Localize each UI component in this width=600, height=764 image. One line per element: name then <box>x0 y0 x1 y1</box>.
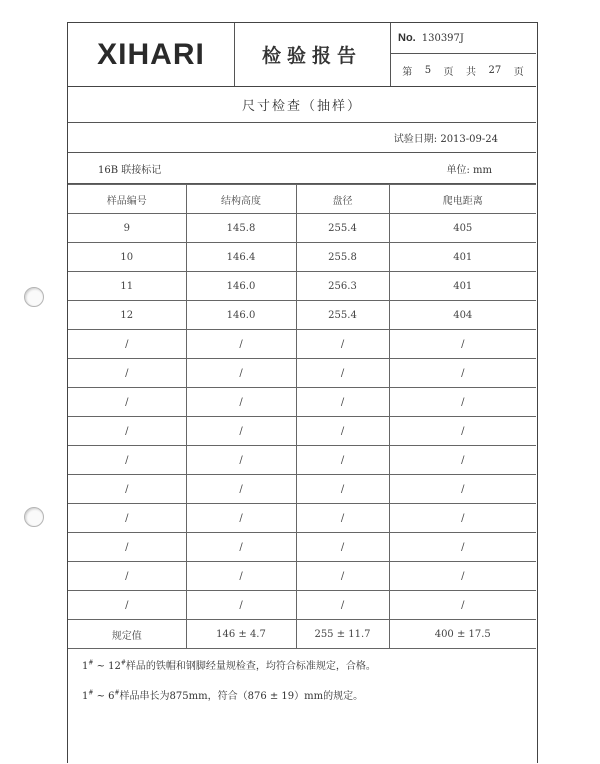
section-title: 尺寸检查（抽样） <box>68 86 536 123</box>
punch-hole-top <box>24 287 44 307</box>
report-number-value: 130397J <box>421 32 464 44</box>
table-row <box>68 417 536 446</box>
table-cell: / <box>296 417 389 446</box>
table-row <box>68 388 536 417</box>
table-cell: / <box>389 562 536 591</box>
table-cell: / <box>389 330 536 359</box>
table-row <box>68 446 536 475</box>
table-cell: / <box>389 591 536 620</box>
table-cell: / <box>296 388 389 417</box>
table-cell: / <box>389 359 536 388</box>
company-logo: XIHARI <box>68 23 235 86</box>
table-cell: 255.4 <box>296 214 389 243</box>
table-cell: 爬电距离 <box>389 185 536 214</box>
table-row <box>68 243 536 272</box>
table-cell: / <box>296 359 389 388</box>
page-current: 5 <box>424 64 432 76</box>
table-cell: 规定值 <box>68 620 186 649</box>
table-row <box>68 591 536 620</box>
table-cell: / <box>186 475 296 504</box>
table-cell: 255.8 <box>296 243 389 272</box>
report-number <box>390 23 536 54</box>
table-cell: 146.4 <box>186 243 296 272</box>
table-cell: / <box>296 475 389 504</box>
table-cell: / <box>296 562 389 591</box>
dimension-table <box>68 184 536 649</box>
table-cell: / <box>389 533 536 562</box>
table-cell: 12 <box>68 301 186 330</box>
report-header <box>68 23 536 87</box>
table-cell: 样品编号 <box>68 185 186 214</box>
table-cell: / <box>68 504 186 533</box>
page-gong: 共 <box>466 66 477 78</box>
table-cell: / <box>186 504 296 533</box>
punch-hole-bottom <box>24 507 44 527</box>
table-cell: / <box>68 388 186 417</box>
table-cell: / <box>296 446 389 475</box>
table-row <box>68 301 536 330</box>
table-cell: 146.0 <box>186 272 296 301</box>
page-total: 27 <box>488 64 502 76</box>
unit-label: 单位: mm <box>446 164 492 176</box>
table-row <box>68 504 536 533</box>
table-cell: 400 ± 17.5 <box>389 620 536 649</box>
table-cell: / <box>296 533 389 562</box>
table-cell: / <box>68 562 186 591</box>
table-cell: 结构高度 <box>186 185 296 214</box>
table-cell: 11 <box>68 272 186 301</box>
table-cell: / <box>186 591 296 620</box>
connection-mark: 16B 联接标记 <box>98 164 162 176</box>
table-cell: / <box>68 591 186 620</box>
table-cell: / <box>186 417 296 446</box>
table-cell: / <box>186 533 296 562</box>
page-ye2: 页 <box>513 66 524 78</box>
table-cell: / <box>296 591 389 620</box>
table-cell: / <box>389 388 536 417</box>
table-row <box>68 533 536 562</box>
note-2: 1# ~ 6#样品串长为875mm，符合（876 ± 19）mm的规定。 <box>82 689 364 702</box>
table-row <box>68 214 536 243</box>
page-indicator <box>390 54 536 86</box>
table-cell: 145.8 <box>186 214 296 243</box>
report-sheet <box>67 22 538 763</box>
table-cell: 401 <box>389 243 536 272</box>
table-cell: / <box>68 475 186 504</box>
marks-row <box>68 153 536 184</box>
report-number-label: No. <box>398 32 416 44</box>
table-cell: / <box>68 533 186 562</box>
table-cell: / <box>389 417 536 446</box>
table-cell: 9 <box>68 214 186 243</box>
table-cell: / <box>186 388 296 417</box>
table-cell: 10 <box>68 243 186 272</box>
table-cell: / <box>186 359 296 388</box>
table-cell: 146.0 <box>186 301 296 330</box>
table-cell: 146 ± 4.7 <box>186 620 296 649</box>
table-row <box>68 330 536 359</box>
table-cell: / <box>389 475 536 504</box>
table-header-row <box>68 185 536 214</box>
table-cell: / <box>389 446 536 475</box>
test-date: 试验日期: 2013-09-24 <box>68 122 536 153</box>
page-ye: 页 <box>443 66 454 78</box>
table-cell: 255 ± 11.7 <box>296 620 389 649</box>
table-spec-row <box>68 620 536 649</box>
table-cell: 盘径 <box>296 185 389 214</box>
table-cell: 405 <box>389 214 536 243</box>
table-cell: / <box>186 562 296 591</box>
table-cell: / <box>389 504 536 533</box>
table-cell: / <box>186 330 296 359</box>
table-cell: / <box>68 330 186 359</box>
table-cell: 255.4 <box>296 301 389 330</box>
table-cell: / <box>68 446 186 475</box>
table-cell: 401 <box>389 272 536 301</box>
table-cell: / <box>68 359 186 388</box>
table-cell: 256.3 <box>296 272 389 301</box>
notes-area <box>68 650 536 764</box>
table-row <box>68 272 536 301</box>
page-di: 第 <box>402 66 413 78</box>
table-row <box>68 475 536 504</box>
table-cell: 404 <box>389 301 536 330</box>
table-cell: / <box>296 330 389 359</box>
table-cell: / <box>68 417 186 446</box>
note-1: 1# ~ 12#样品的铁帽和钢脚经量规检查，均符合标准规定，合格。 <box>82 659 376 672</box>
table-cell: / <box>186 446 296 475</box>
table-row <box>68 359 536 388</box>
table-cell: / <box>296 504 389 533</box>
table-row <box>68 562 536 591</box>
report-title: 检验报告 <box>234 23 391 86</box>
